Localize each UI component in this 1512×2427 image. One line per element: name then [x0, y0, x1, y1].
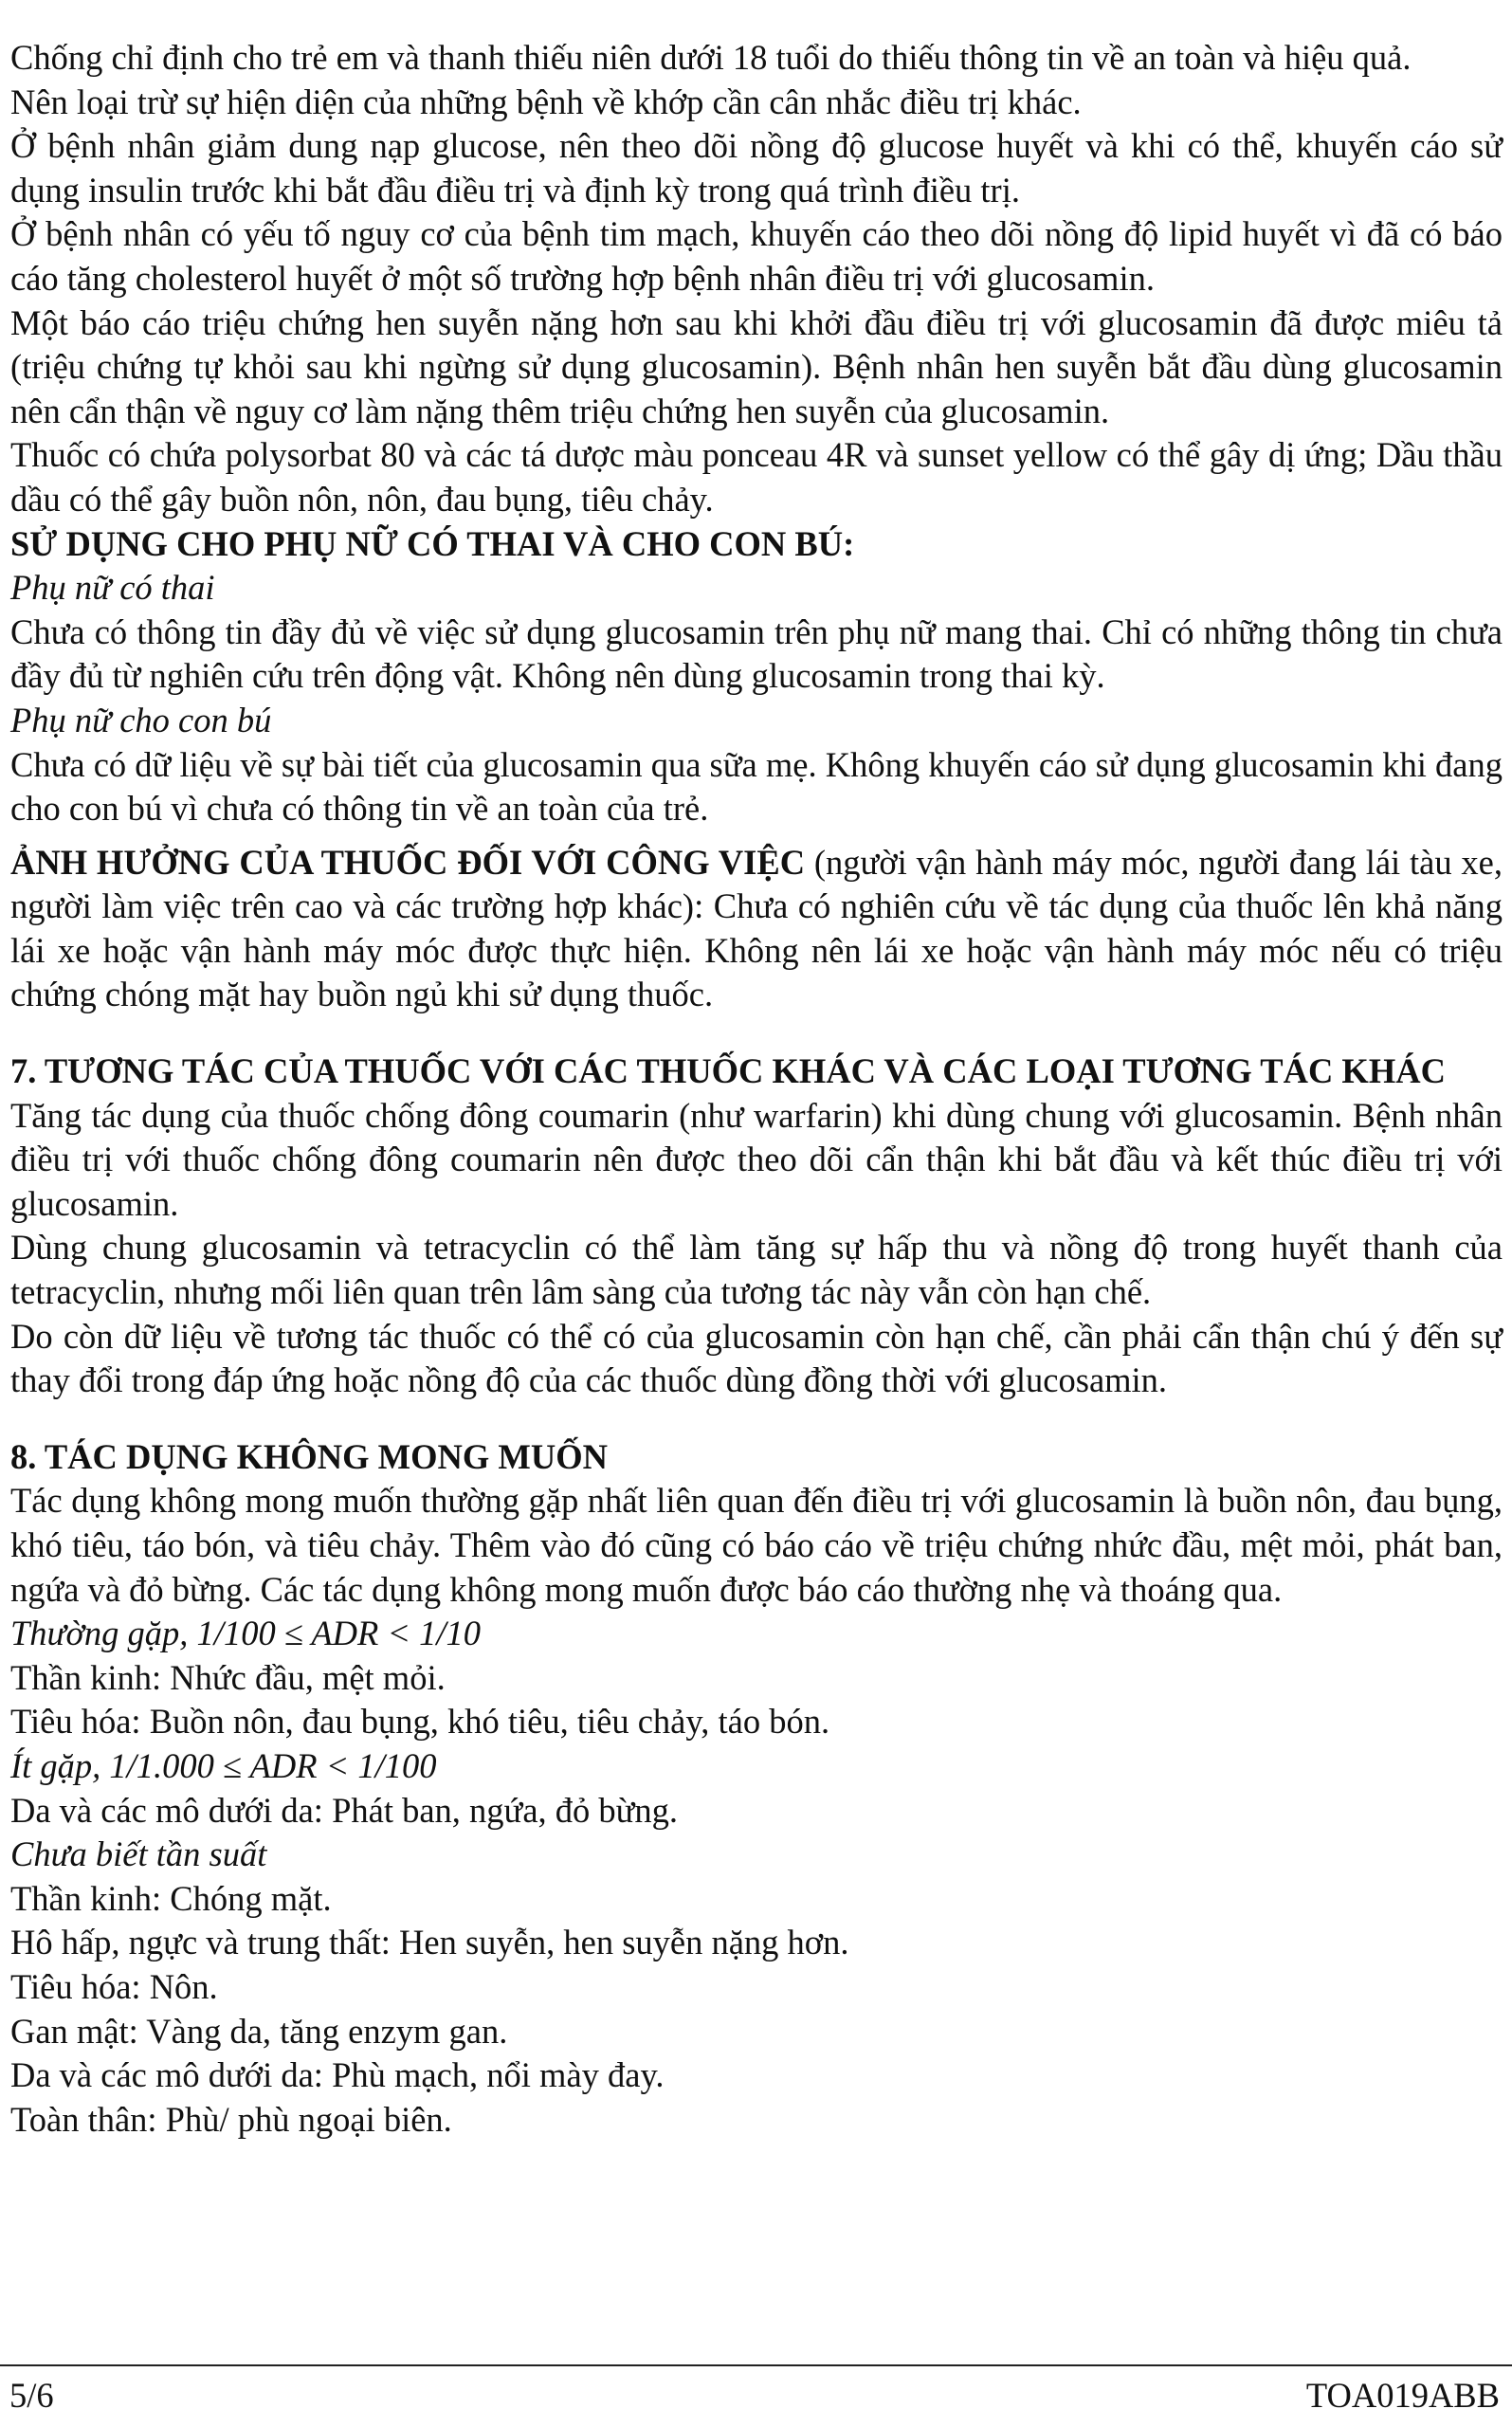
- intro-paragraph: Ở bệnh nhân giảm dung nạp glucose, nên theo dõi nồng độ glucose huyết và khi có thể, khuyến cáo sử dụng insulin trước khi bắt đầu điều trị và định kỳ trong quá trình điều trị.: [10, 126, 1503, 210]
- section7-heading: 7. TƯƠNG TÁC CỦA THUỐC VỚI CÁC THUỐC KHÁC VÀ CÁC LOẠI TƯƠNG TÁC KHÁC: [10, 1051, 1446, 1091]
- document-code: TOA019ABB: [1305, 2376, 1500, 2415]
- section7-paragraph: Do còn dữ liệu về tương tác thuốc có thể có của glucosamin còn hạn chế, cần phải cẩn thận chú ý đến sự thay đổi trong đáp ứng hoặc nồng độ của các thuốc dùng đồng thời với glucosamin.: [10, 1316, 1503, 1400]
- section8-intro: Tác dụng không mong muốn thường gặp nhất liên quan đến điều trị với glucosamin là buồn nôn, đau bụng, khó tiêu, táo bón, và tiêu chảy. Thêm vào đó cũng có báo cáo về triệu chứng nhức đầu, mệt mỏi, phát ban, ngứa và đỏ bừng. Các tác dụng không mong muốn được báo cáo thường nhẹ và thoáng qua.: [10, 1481, 1503, 1609]
- intro-paragraph: Chống chỉ định cho trẻ em và thanh thiếu niên dưới 18 tuổi do thiếu thông tin về an toàn và hiệu quả.: [10, 38, 1412, 77]
- intro-paragraph: Một báo cáo triệu chứng hen suyễn nặng hơn sau khi khởi đầu điều trị với glucosamin đã được miêu tả (triệu chứng tự khỏi sau khi ngừng sử dụng glucosamin). Bệnh nhân hen suyễn bắt đầu dùng glucosamin nên cẩn thận về nguy cơ làm nặng thêm triệu chứng hen suyễn của glucosamin.: [10, 302, 1503, 430]
- page-number: 5/6: [9, 2376, 54, 2415]
- adr-item: Tiêu hóa: Buồn nôn, đau bụng, khó tiêu, tiêu chảy, táo bón.: [10, 1702, 830, 1742]
- breastfeeding-label: Phụ nữ cho con bú: [10, 700, 272, 739]
- adr-item: Tiêu hóa: Nôn.: [10, 1966, 218, 2006]
- adr-item: Da và các mô dưới da: Phát ban, ngứa, đỏ bừng.: [10, 1790, 679, 1830]
- frequency-label-common: Thường gặp, 1/100 ≤ ADR < 1/10: [10, 1614, 482, 1653]
- footer-divider: [0, 2364, 1512, 2366]
- adr-item: Gan mật: Vàng da, tăng enzym gan.: [10, 2011, 508, 2051]
- document-body: [10, 36, 1503, 2142]
- intro-paragraph: Ở bệnh nhân có yếu tố nguy cơ của bệnh tim mạch, khuyến cáo theo dõi nồng độ lipid huyết vì đã có báo cáo tăng cholesterol huyết ở một số trường hợp bệnh nhân điều trị với glucosamin.: [10, 214, 1503, 298]
- adr-item: Da và các mô dưới da: Phù mạch, nổi mày đay.: [10, 2055, 665, 2095]
- adr-item: Thần kinh: Chóng mặt.: [10, 1878, 332, 1918]
- pregnant-text: Chưa có thông tin đầy đủ về việc sử dụng glucosamin trên phụ nữ mang thai. Chỉ có những thông tin chưa đầy đủ từ nghiên cứu trên động vật. Không nên dùng glucosamin trong thai kỳ.: [10, 611, 1503, 696]
- driving-text: (người vận hành máy móc, người đang lái tàu xe, người làm việc trên cao và các trường hợp khác): Chưa có nghiên cứu về tác dụng của thuốc lên khả năng lái xe hoặc vận hành máy móc được thực hiện. Không nên lái xe hoặc vận hành máy móc nếu có triệu chứng chóng mặt hay buồn ngủ khi sử dụng thuốc.: [10, 842, 1503, 1014]
- frequency-label-unknown: Chưa biết tần suất: [10, 1834, 267, 1874]
- driving-paragraph: [10, 841, 1503, 1017]
- breastfeeding-text: Chưa có dữ liệu về sự bài tiết của glucosamin qua sữa mẹ. Không khuyến cáo sử dụng glucosamin khi đang cho con bú vì chưa có thông tin về an toàn của trẻ.: [10, 744, 1503, 829]
- section8-heading: 8. TÁC DỤNG KHÔNG MONG MUỐN: [10, 1436, 608, 1476]
- section7-paragraph: Dùng chung glucosamin và tetracyclin có thể làm tăng sự hấp thu và nồng độ trong huyết thanh của tetracyclin, nhưng mối liên quan trên lâm sàng của tương tác này vẫn còn hạn chế.: [10, 1228, 1503, 1312]
- adr-item: Toàn thân: Phù/ phù ngoại biên.: [10, 2099, 452, 2139]
- section7-paragraph: Tăng tác dụng của thuốc chống đông coumarin (như warfarin) khi dùng chung với glucosamin. Bệnh nhân điều trị với thuốc chống đông coumarin nên được theo dõi cẩn thận khi bắt đầu và kết thúc điều trị với glucosamin.: [10, 1095, 1503, 1223]
- pregnancy-heading: SỬ DỤNG CHO PHỤ NỮ CÓ THAI VÀ CHO CON BÚ:: [10, 523, 855, 563]
- adr-item: Thần kinh: Nhức đầu, mệt mỏi.: [10, 1657, 446, 1697]
- frequency-label-uncommon: Ít gặp, 1/1.000 ≤ ADR < 1/100: [10, 1745, 437, 1785]
- driving-heading: ẢNH HƯỞNG CỦA THUỐC ĐỐI VỚI CÔNG VIỆC: [10, 842, 806, 882]
- intro-paragraph: Nên loại trừ sự hiện diện của những bệnh về khớp cần cân nhắc điều trị khác.: [10, 82, 1082, 121]
- intro-paragraph: Thuốc có chứa polysorbat 80 và các tá dược màu ponceau 4R và sunset yellow có thể gây dị ứng; Dầu thầu dầu có thể gây buồn nôn, nôn, đau bụng, tiêu chảy.: [10, 435, 1503, 519]
- adr-item: Hô hấp, ngực và trung thất: Hen suyễn, hen suyễn nặng hơn.: [10, 1923, 849, 1962]
- pregnant-label: Phụ nữ có thai: [10, 568, 215, 608]
